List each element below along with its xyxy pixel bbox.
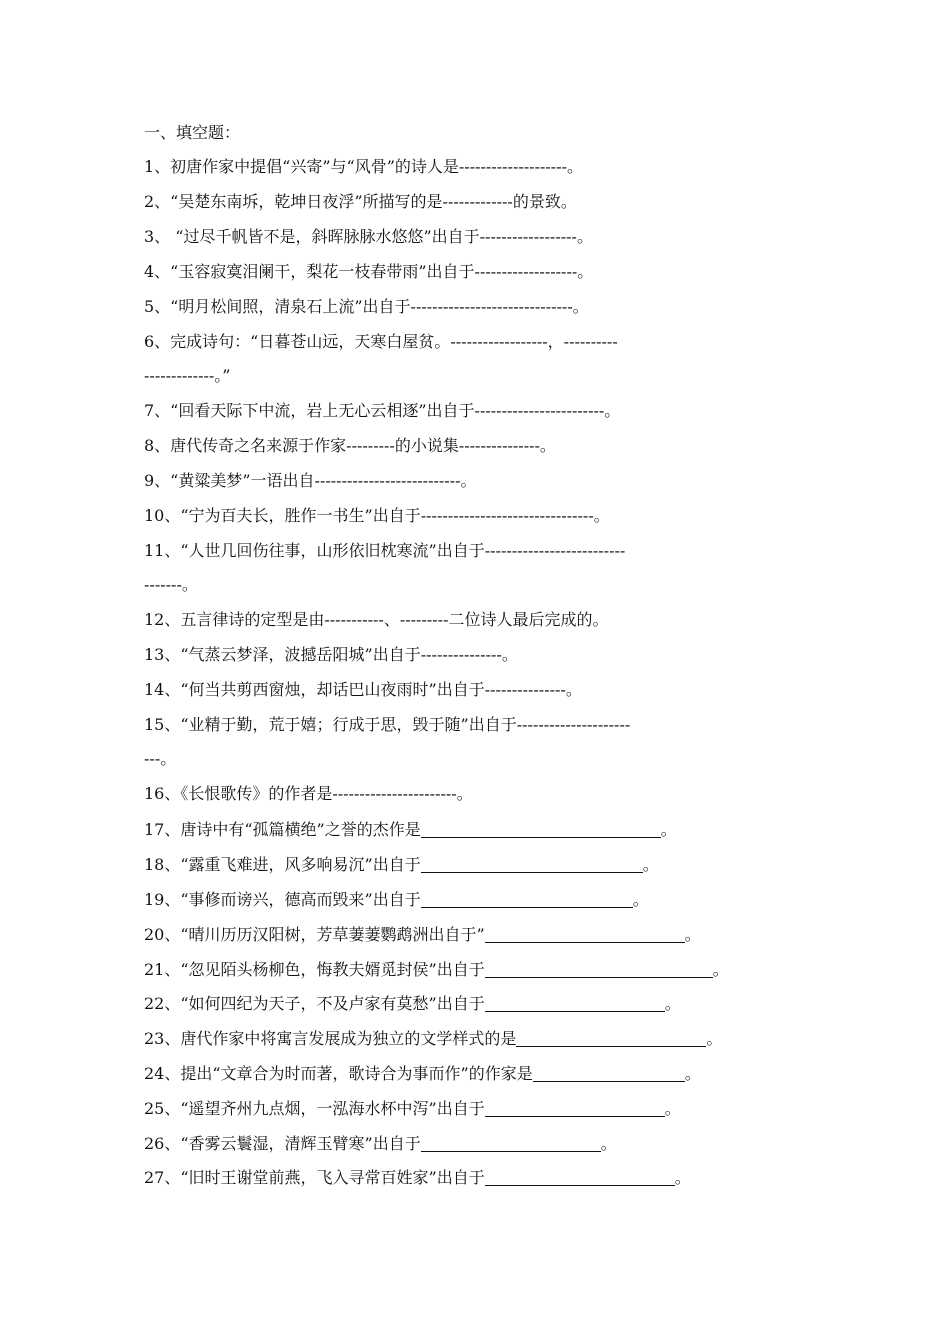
question-15-continued: ---。 xyxy=(144,749,177,768)
question-15: 15、“业精于勤，荒于嬉；行成于思，毁于随”出自于--------------------- xyxy=(144,715,631,734)
question-17: 17、唐诗中有“孤篇横绝”之誉的杰作是 。 xyxy=(144,820,677,839)
answer-blank[interactable] xyxy=(485,1167,675,1186)
question-11: 11、“人世几回伤往事，山形依旧枕寒流”出自于-------------------------- xyxy=(144,541,626,560)
question-2: 2、“吴楚东南坼，乾坤日夜浮”所描写的是-------------的景致。 xyxy=(144,192,577,211)
question-25: 25、“遥望齐州九点烟，一泓海水杯中泻”出自于 。 xyxy=(144,1099,681,1118)
question-3: 3、 “过尽千帆皆不是，斜晖脉脉水悠悠”出自于------------------。 xyxy=(144,227,593,246)
answer-blank[interactable] xyxy=(485,959,713,978)
question-6-continued: -------------。” xyxy=(144,366,231,385)
answer-blank[interactable] xyxy=(485,924,685,943)
question-14: 14、“何当共剪西窗烛，却话巴山夜雨时”出自于---------------。 xyxy=(144,680,582,699)
answer-blank[interactable] xyxy=(485,1098,665,1117)
question-9: 9、“黄粱美梦”一语出自---------------------------。 xyxy=(144,471,477,490)
question-20: 20、“晴川历历汉阳树，芳草萋萋鹦鹉洲出自于” 。 xyxy=(144,925,701,944)
question-26: 26、“香雾云鬟湿，清辉玉臂寒”出自于 。 xyxy=(144,1134,617,1153)
question-11-continued: -------。 xyxy=(144,575,198,594)
question-22: 22、“如何四纪为天子，不及卢家有莫愁”出自于 。 xyxy=(144,994,681,1013)
section-title: 一、填空题： xyxy=(144,123,241,142)
question-16: 16、《长恨歌传》的作者是-----------------------。 xyxy=(144,784,473,803)
question-5: 5、“明月松间照，清泉石上流”出自于------------------------------。 xyxy=(144,297,589,316)
question-8: 8、唐代传奇之名来源于作家---------的小说集---------------。 xyxy=(144,436,556,455)
question-27: 27、“旧时王谢堂前燕，飞入寻常百姓家”出自于 。 xyxy=(144,1168,691,1187)
question-7: 7、“回看天际下中流，岩上无心云相逐”出自于------------------------。 xyxy=(144,401,621,420)
question-21: 21、“忽见陌头杨柳色，悔教夫婿觅封侯”出自于 。 xyxy=(144,960,729,979)
answer-blank[interactable] xyxy=(421,819,661,838)
question-12: 12、五言律诗的定型是由-----------、---------二位诗人最后完成的。 xyxy=(144,610,609,629)
question-24: 24、提出“文章合为时而著，歌诗合为事而作”的作家是 。 xyxy=(144,1064,701,1083)
answer-blank[interactable] xyxy=(421,889,633,908)
question-10: 10、“宁为百夫长，胜作一书生”出自于--------------------------------。 xyxy=(144,506,610,525)
answer-blank[interactable] xyxy=(533,1063,685,1082)
question-13: 13、“气蒸云梦泽，波撼岳阳城”出自于---------------。 xyxy=(144,645,518,664)
question-6: 6、完成诗句：“日暮苍山远，天寒白屋贫。------------------，---------- xyxy=(144,332,618,351)
question-4: 4、“玉容寂寞泪阑干，梨花一枝春带雨”出自于-------------------。 xyxy=(144,262,594,281)
question-18: 18、“露重飞难进，风多响易沉”出自于 。 xyxy=(144,855,659,874)
answer-blank[interactable] xyxy=(421,854,643,873)
question-19: 19、“事修而谤兴，德高而毁来”出自于 。 xyxy=(144,890,649,909)
answer-blank[interactable] xyxy=(421,1133,601,1152)
answer-blank[interactable] xyxy=(485,993,665,1012)
question-23: 23、唐代作家中将寓言发展成为独立的文学样式的是 。 xyxy=(144,1029,723,1048)
question-1: 1、初唐作家中提倡“兴寄”与“风骨”的诗人是--------------------。 xyxy=(144,157,584,176)
answer-blank[interactable] xyxy=(516,1028,706,1047)
